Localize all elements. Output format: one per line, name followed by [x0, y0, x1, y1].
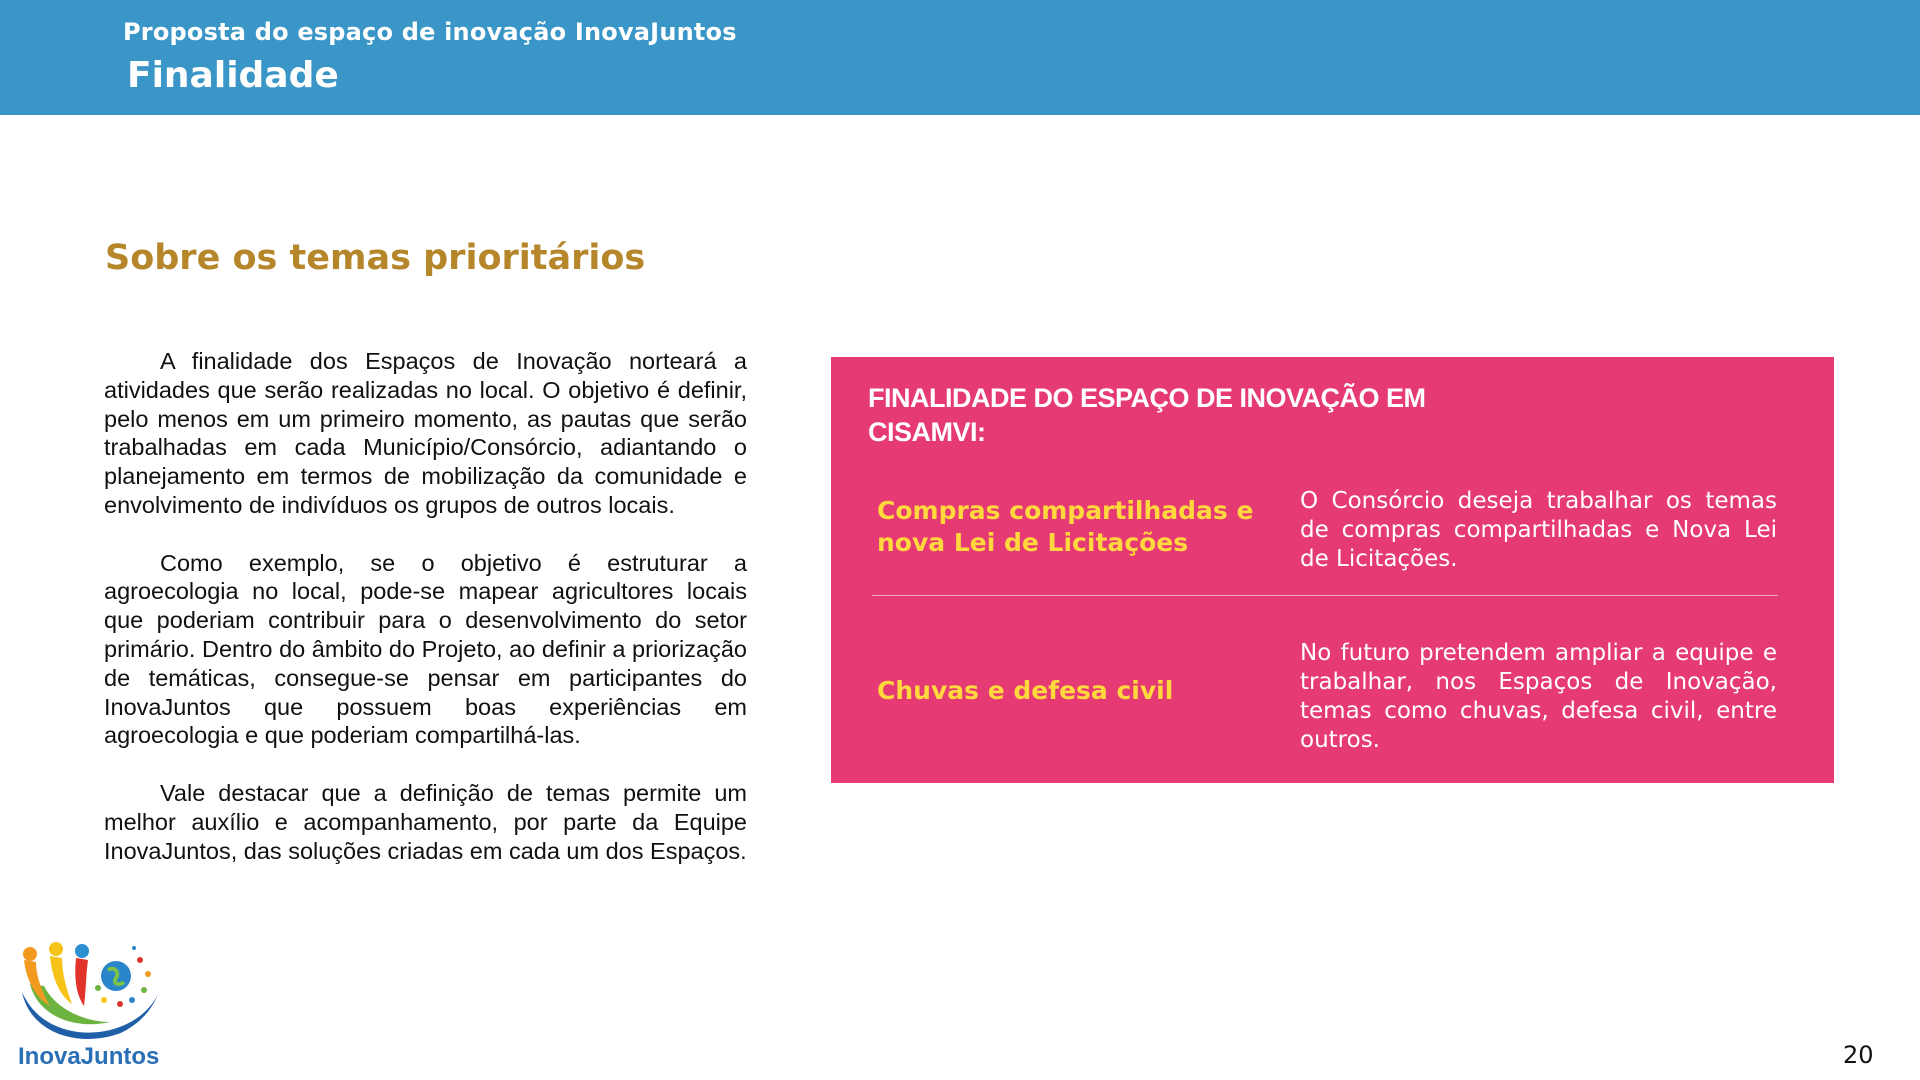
- inovajuntos-logo-icon: [16, 940, 166, 1070]
- page-number: 20: [1843, 1041, 1874, 1069]
- paragraph-1: A finalidade dos Espaços de Inovação norteará a atividades que serão realizadas no local. O objetivo é definir, pelo menos em um primeiro momento, as pautas que serão trabalhadas em cada Município/Consórcio, adiantando o planejamento em termos de mobilização da comunidade e envolvimento de indivíduos os grupos de outros locais.: [104, 348, 747, 518]
- panel-divider: [872, 595, 1778, 596]
- header-subtitle: Proposta do espaço de inovação InovaJuntos: [123, 18, 737, 46]
- panel-title: FINALIDADE DO ESPAÇO DE INOVAÇÃO EM CISAMVI:: [868, 383, 1426, 447]
- logo-wordmark: InovaJuntos: [18, 1043, 160, 1070]
- section-title: Sobre os temas prioritários: [105, 238, 646, 278]
- paragraph-2: Como exemplo, se o objetivo é estruturar a agroecologia no local, pode-se mapear agricultores locais que poderiam contribuir para o desenvolvimento do setor primário. Dentro do âmbito do Projeto, ao definir a priorização de temáticas, consegue-se pensar em participantes do InovaJuntos que possuem boas experiências em agroecologia e que poderiam compartilhá-las.: [104, 549, 747, 749]
- theme-label-rain: Chuvas e defesa civil: [877, 676, 1174, 705]
- page-title: Finalidade: [127, 55, 339, 96]
- paragraph-3: Vale destacar que a definição de temas permite um melhor auxílio e acompanhamento, por parte da Equipe InovaJuntos, das soluções criadas em cada um dos Espaços.: [104, 779, 747, 864]
- header-bar: [0, 0, 1920, 115]
- purpose-panel: [831, 357, 1834, 783]
- theme-description-rain: No futuro pretendem ampliar a equipe e trabalhar, nos Espaços de Inovação, temas como chuvas, defesa civil, entre outros.: [1300, 640, 1777, 753]
- theme-label-purchases: Compras compartilhadas e nova Lei de Licitações: [877, 496, 1254, 557]
- theme-description-purchases: O Consórcio deseja trabalhar os temas de compras compartilhadas e Nova Lei de Licitações.: [1300, 488, 1777, 572]
- body-text: [104, 347, 747, 894]
- inovajuntos-logo: [16, 940, 166, 1070]
